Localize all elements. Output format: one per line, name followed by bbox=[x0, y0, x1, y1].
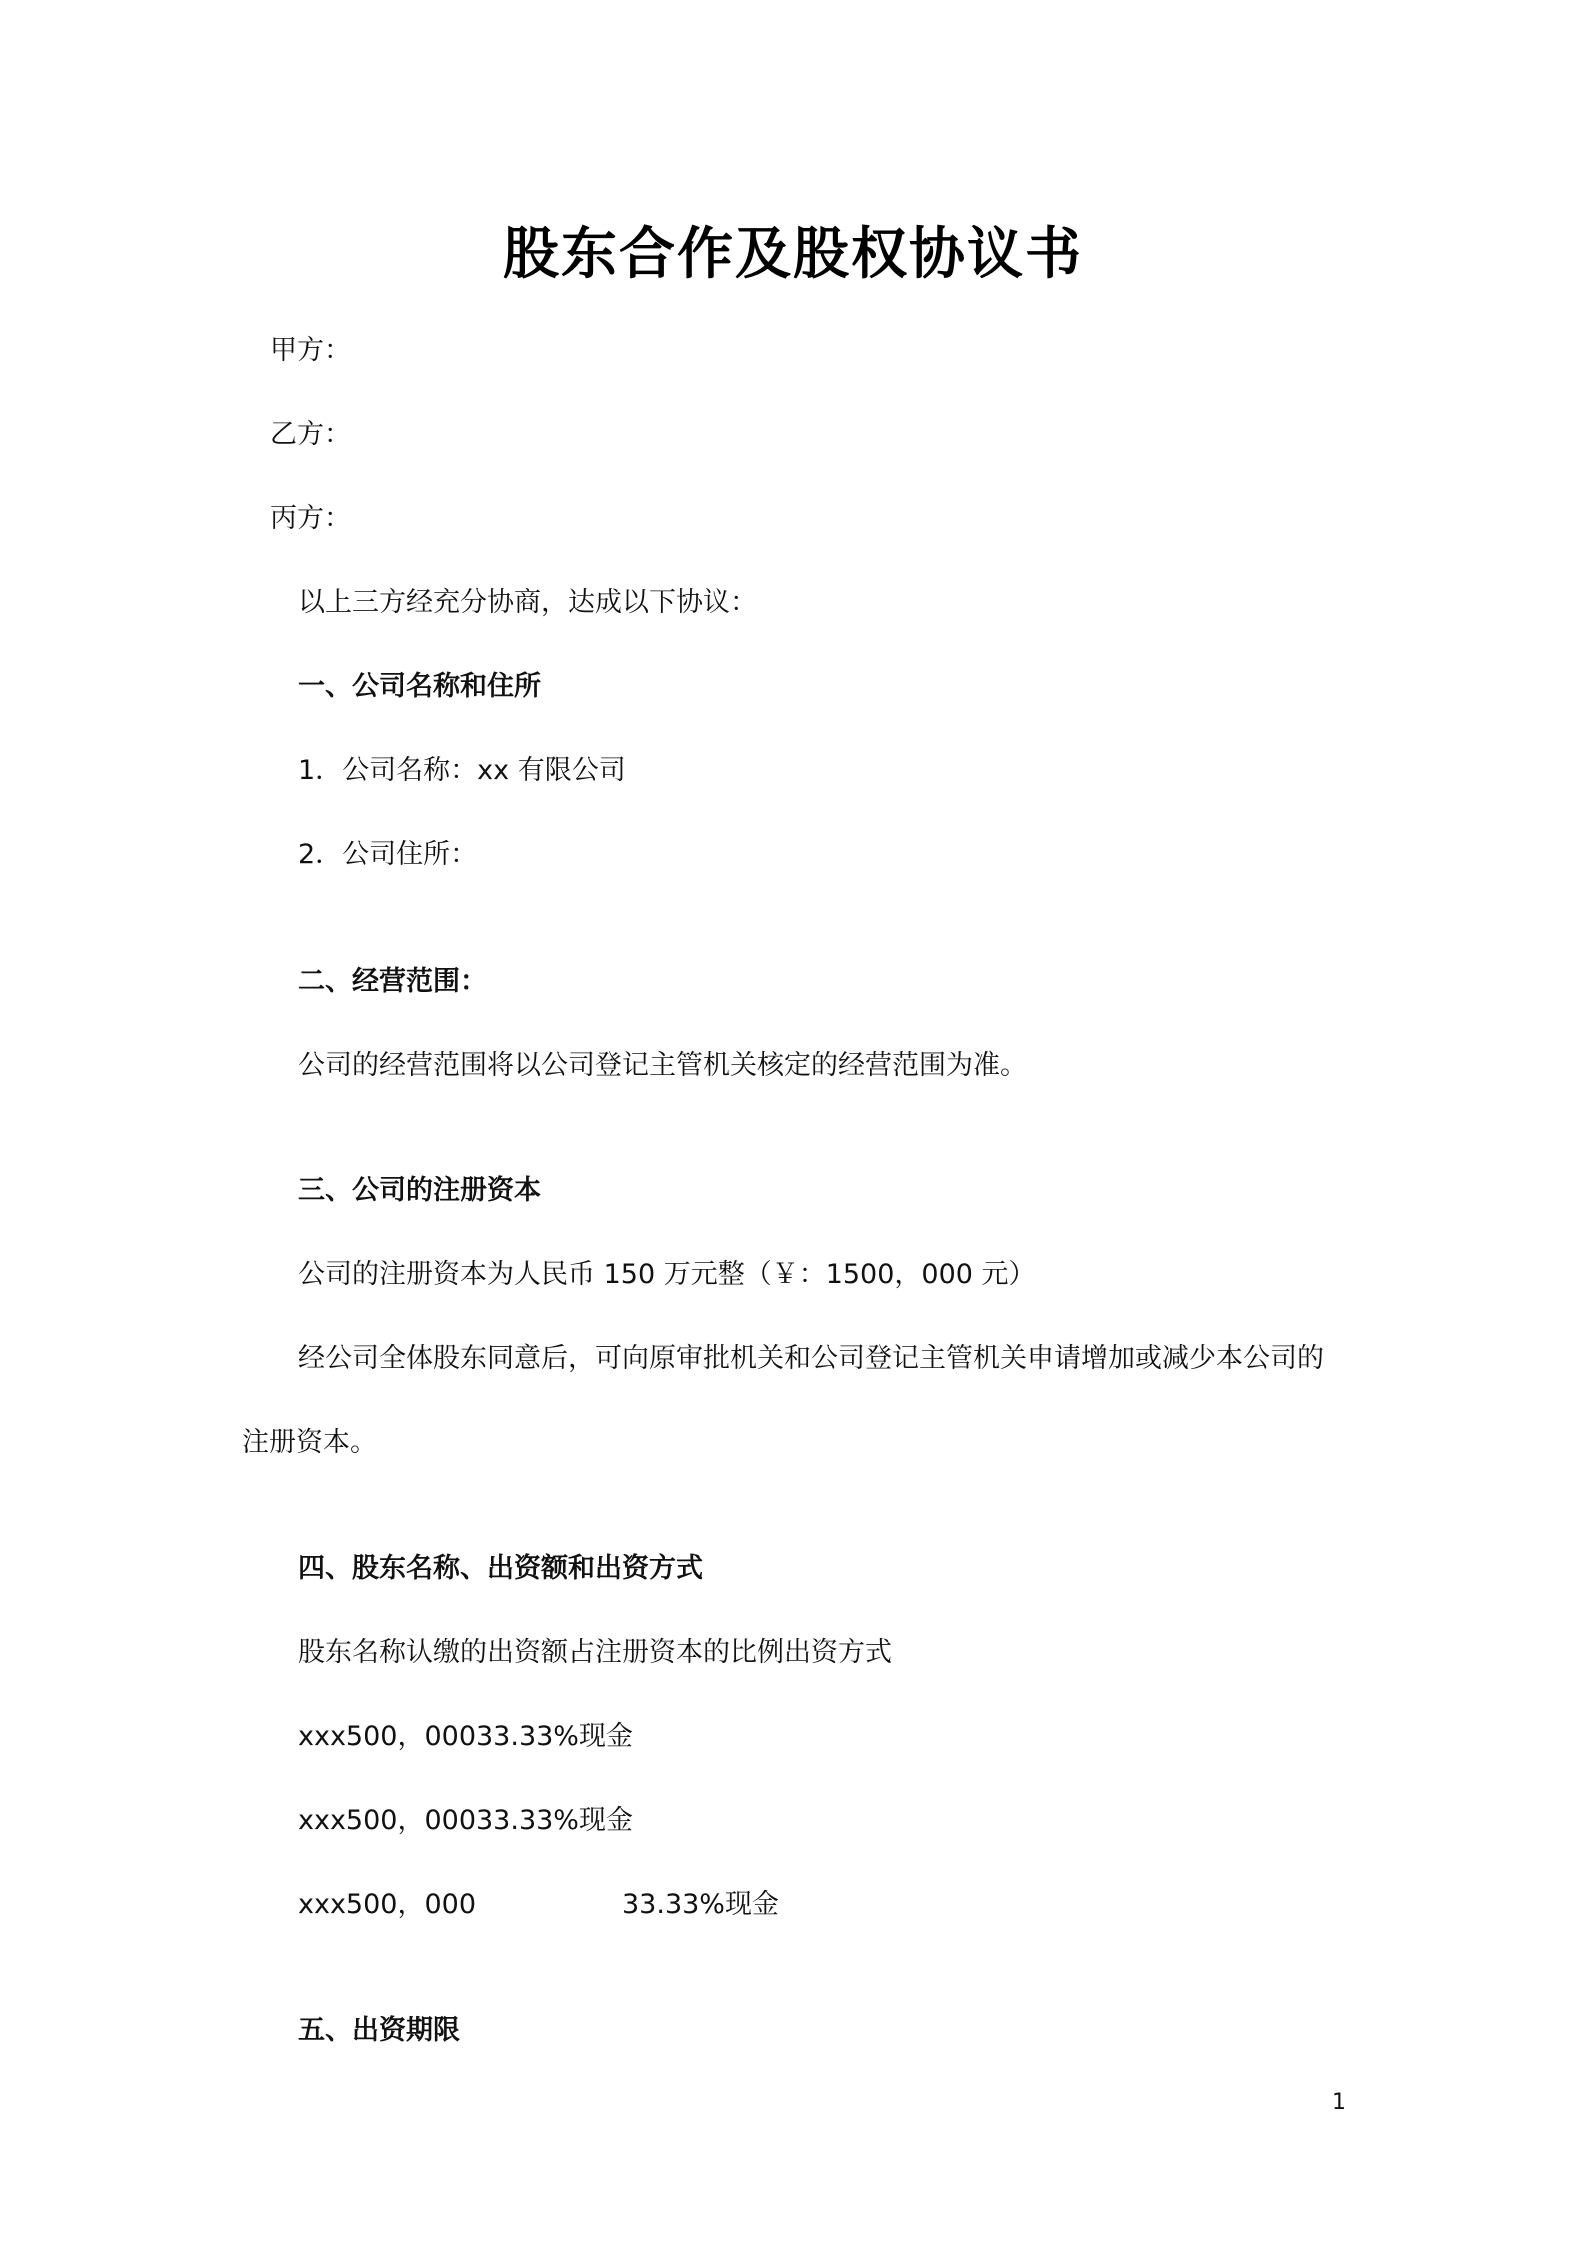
shareholder-row-3-ratio-method: 33.33%现金 bbox=[622, 1889, 779, 1920]
party-b-label: 乙方： bbox=[270, 419, 351, 450]
section-1-heading: 一、公司名称和住所 bbox=[298, 671, 541, 702]
capital-change-text-line2: 注册资本。 bbox=[242, 1427, 377, 1458]
shareholder-row-3-name-amount: xxx500，000 bbox=[298, 1889, 477, 1920]
intro-text: 以上三方经充分协商，达成以下协议： bbox=[298, 587, 757, 618]
shareholder-row-3 bbox=[298, 1885, 898, 1925]
section-4-heading: 四、股东名称、出资额和出资方式 bbox=[298, 1553, 703, 1584]
shareholder-row-1: xxx500，00033.33%现金 bbox=[298, 1721, 633, 1752]
capital-change-text-line1: 经公司全体股东同意后，可向原审批机关和公司登记主管机关申请增加或减少本公司的 bbox=[298, 1343, 1324, 1374]
company-name-item: 1．公司名称：xx 有限公司 bbox=[298, 755, 626, 786]
registered-capital-text: 公司的注册资本为人民币 150 万元整（￥：1500，000 元） bbox=[298, 1259, 1036, 1290]
shareholder-row-2: xxx500，00033.33%现金 bbox=[298, 1805, 633, 1836]
section-3-heading: 三、公司的注册资本 bbox=[298, 1175, 541, 1206]
page-number: 1 bbox=[1332, 2090, 1346, 2115]
section-5-heading: 五、出资期限 bbox=[298, 2015, 460, 2046]
party-c-label: 丙方： bbox=[270, 503, 351, 534]
company-address-item: 2．公司住所： bbox=[298, 839, 478, 870]
section-2-heading: 二、经营范围： bbox=[298, 966, 487, 997]
business-scope-text: 公司的经营范围将以公司登记主管机关核定的经营范围为准。 bbox=[298, 1050, 1027, 1081]
shareholder-table-header: 股东名称认缴的出资额占注册资本的比例出资方式 bbox=[298, 1637, 892, 1668]
party-a-label: 甲方： bbox=[270, 335, 351, 366]
document-title: 股东合作及股权协议书 bbox=[503, 222, 1083, 287]
